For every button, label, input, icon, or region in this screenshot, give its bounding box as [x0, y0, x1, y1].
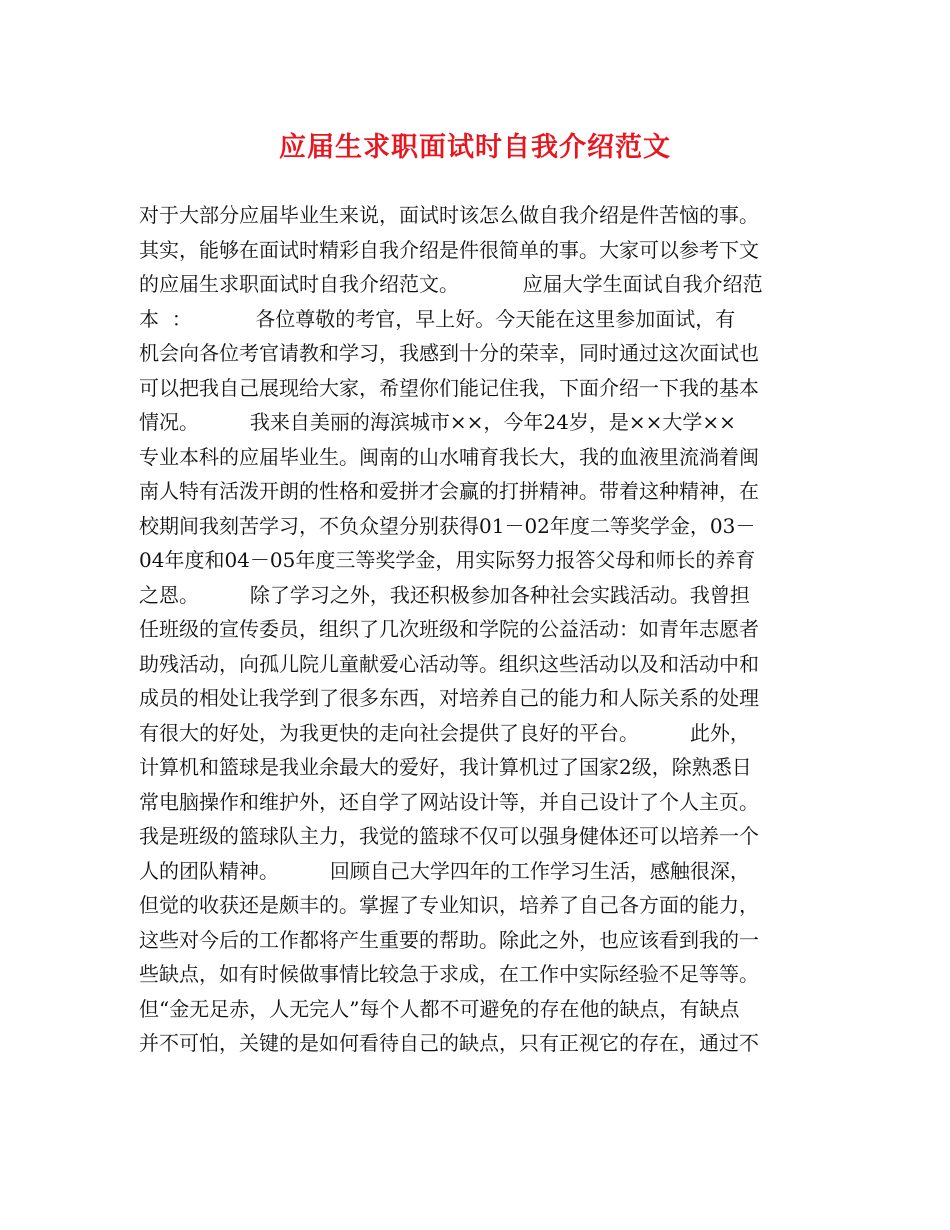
body-line: 专业本科的应届毕业生。闽南的山水哺育我长大，我的血液里流淌着闽: [139, 444, 759, 469]
body-line: 之恩。 除了学习之外，我还积极参加各种社会实践活动。我曾担: [139, 582, 750, 607]
body-line: 任班级的宣传委员，组织了几次班级和学院的公益活动：如青年志愿者: [139, 617, 759, 641]
body-line: 并不可怕，关键的是如何看待自己的缺点，只有正视它的存在，通过不: [139, 1031, 759, 1055]
body-line: 情况。 我来自美丽的海滨城市××，今年24岁，是××大学××: [139, 410, 736, 434]
body-line: 其实，能够在面试时精彩自我介绍是件很简单的事。大家可以参考下文: [139, 237, 759, 262]
document-body: [139, 198, 819, 1061]
body-line: 校期间我刻苦学习，不负众望分别获得01－02年度二等奖学金，03－: [139, 513, 756, 538]
body-line: 对于大部分应届毕业生来说，面试时该怎么做自我介绍是件苦恼的事。: [139, 203, 759, 227]
body-line: 04年度和04－05年度三等奖学金，用实际努力报答父母和师长的养育: [139, 548, 756, 572]
body-line: 机会向各位考官请教和学习，我感到十分的荣幸，同时通过这次面试也: [139, 341, 759, 365]
body-line: 些缺点，如有时候做事情比较急于求成，在工作中实际经验不足等等。: [139, 962, 759, 986]
body-line: 但“金无足赤，人无完人”每个人都不可避免的存在他的缺点，有缺点: [139, 996, 740, 1021]
body-line: 南人特有活泼开朗的性格和爱拼才会赢的打拼精神。带着这种精神，在: [139, 479, 759, 503]
body-line: 助残活动，向孤儿院儿童献爱心活动等。组织这些活动以及和活动中和: [139, 651, 759, 676]
body-line: 可以把我自己展现给大家，希望你们能记住我，下面介绍一下我的基本: [139, 375, 759, 400]
body-line: 计算机和篮球是我业余最大的爱好，我计算机过了国家2级，除熟悉日: [139, 755, 752, 779]
body-line: 的应届生求职面试时自我介绍范文。 应届大学生面试自我介绍范: [139, 272, 763, 296]
body-line: 常电脑操作和维护外，还自学了网站设计等，并自己设计了个人主页。: [139, 789, 759, 814]
document-title: 应届生求职面试时自我介绍范文: [279, 132, 671, 163]
body-line: 本 ： 各位尊敬的考官，早上好。今天能在这里参加面试，有: [139, 306, 736, 331]
body-line: 但觉的收获还是颇丰的。掌握了专业知识，培养了自己各方面的能力，: [139, 893, 759, 917]
body-line: 人的团队精神。 回顾自己大学四年的工作学习生活，感触很深，: [139, 858, 750, 883]
body-line: 这些对今后的工作都将产生重要的帮助。除此之外，也应该看到我的一: [139, 927, 759, 952]
body-line: 我是班级的篮球队主力，我觉的篮球不仅可以强身健体还可以培养一个: [139, 824, 759, 848]
body-line: 有很大的好处，为我更快的走向社会提供了良好的平台。 此外，: [139, 720, 750, 745]
body-line: 成员的相处让我学到了很多东西，对培养自己的能力和人际关系的处理: [139, 686, 759, 710]
